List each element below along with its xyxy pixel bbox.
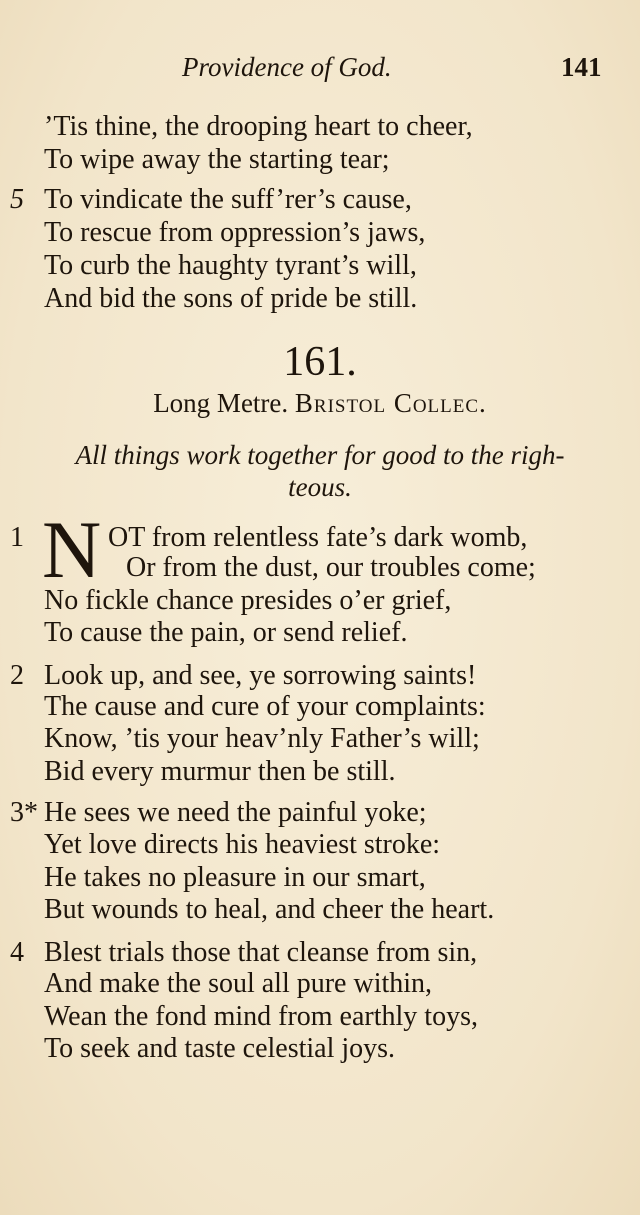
verse-number-2: 2 (10, 660, 24, 691)
verse-4-line-1: Blest trials those that cleanse from sin, (44, 937, 478, 968)
continuation-line-1: ’Tis thine, the drooping heart to cheer, (44, 111, 473, 142)
page-number: 141 (561, 52, 602, 82)
running-title: Providence of God. (182, 52, 392, 82)
verse-number-5: 5 (10, 184, 24, 215)
verse-2-line-1: Look up, and see, ye sorrowing saints! (44, 660, 477, 691)
verse-number-1: 1 (10, 522, 24, 553)
verse-4-line-4: To seek and taste celestial joys. (44, 1033, 396, 1064)
hymn-number: 161. (283, 339, 357, 385)
verse-3-line-4: But wounds to heal, and cheer the heart. (44, 894, 495, 925)
verse-1-line-4: To cause the pain, or send relief. (44, 617, 408, 648)
verse-2-line-2: The cause and cure of your complaints: (44, 691, 486, 722)
verse-1-line-1: OT from relentless fate’s dark womb, (108, 522, 528, 553)
metre-label: Long Metre. (153, 388, 289, 418)
verse-1-line-2: Or from the dust, our troubles come; (126, 552, 536, 583)
hymn-subject-line-2: teous. (288, 472, 352, 502)
hymn-subject-line-1: All things work together for good to the righ- (75, 440, 565, 470)
metre-line (0, 388, 640, 419)
verse-5-line-2: To rescue from oppression’s jaws, (44, 217, 426, 248)
verse-1-line-3: No fickle chance presides o’er grief, (44, 585, 452, 616)
verse-5-line-4: And bid the sons of pride be still. (44, 283, 418, 314)
source-label: Bristol Collec. (294, 388, 487, 418)
verse-3-line-1: He sees we need the painful yoke; (44, 797, 427, 828)
verse-2-line-3: Know, ’tis your heav’nly Father’s will; (44, 723, 480, 754)
verse-4-line-2: And make the soul all pure within, (44, 968, 433, 999)
verse-3-line-3: He takes no pleasure in our smart, (44, 862, 426, 893)
verse-2-line-4: Bid every murmur then be still. (44, 756, 396, 787)
verse-5-line-3: To curb the haughty tyrant’s will, (44, 250, 417, 281)
continuation-line-2: To wipe away the starting tear; (44, 144, 390, 175)
drop-cap: N (42, 504, 102, 595)
verse-3-line-2: Yet love directs his heaviest stroke: (44, 829, 441, 860)
verse-number-4: 4 (10, 937, 24, 968)
verse-5-line-1: To vindicate the suff’rer’s cause, (44, 184, 412, 215)
verse-4-line-3: Wean the fond mind from earthly toys, (44, 1001, 478, 1032)
verse-number-3: 3* (10, 797, 38, 828)
